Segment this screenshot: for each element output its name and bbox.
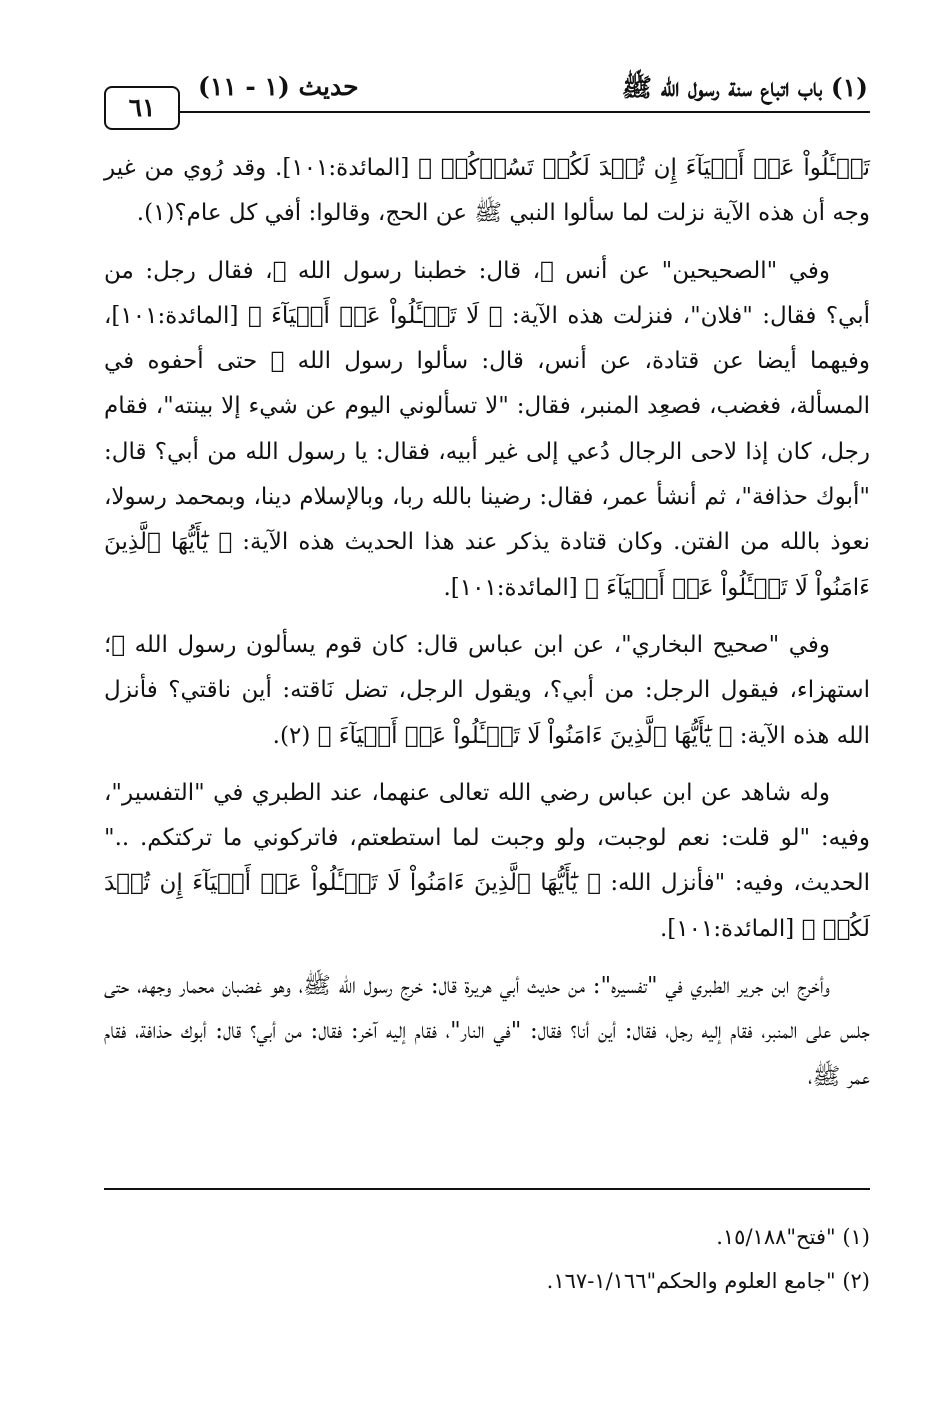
paragraph: وأخرج ابن جرير الطبري في "تفسيره": من حديث أبي هريرة قال: خرج رسول الله ﷺ، وهو غضبان محمار وجهه، حتى جلس على المنبر، فقام إليه رجل، فقال: أين أنا؟ فقال: "في النار"، فقام إليه آخر: فقال: من أبي؟ قال: أبوك حذافة، فقام عمر ﷺ، <box>104 973 870 1090</box>
footnotes <box>104 1215 870 1303</box>
paragraph-continuation: تَسۡـَٔلُواْ عَنۡ أَشۡيَآءَ إِن تُبۡدَ لَكُمۡ تَسُؤۡكُمۡ ﴾ [المائدة:١٠١]. وقد رُوي من غير وجه أن هذه الآية نزلت لما سألوا النبي ﷺ عن الحج، وقالوا: أفي كل عام؟(١). <box>104 155 870 227</box>
hadith-range: حديث (١ - ١١) <box>198 72 359 101</box>
footnote-rule <box>104 1188 870 1190</box>
body-text <box>104 146 870 1100</box>
header-rule <box>178 111 870 113</box>
footnote-1: (١) "فتح"١٥/١٨٨. <box>716 1225 870 1249</box>
page-number: ٦١ <box>104 86 180 130</box>
chapter-title: (١) باب اتباع سنة رسول الله ﷺ <box>621 73 868 102</box>
paragraph: وله شاهد عن ابن عباس رضي الله تعالى عنهما، عند الطبري في "التفسير"، وفيه: "لو قلت: نعم لوجبت، ولو وجبت لما استطعتم، فاتركوني ما تركتكم. .." الحديث، وفيه: "فأنزل الله: ﴿ يَٰٓأَيُّهَا ٱلَّذِينَ ءَامَنُواْ لَا تَسۡـَٔلُواْ عَنۡ أَشۡيَآءَ إِن تُبۡدَ لَكُمۡ ﴾ [المائدة:١٠١]. <box>104 779 870 942</box>
footnote-2: (٢) "جامع العلوم والحكم"١/١٦٦-١٦٧. <box>546 1269 870 1293</box>
paragraph: وفي "الصحيحين" عن أنس ﷺ، قال: خطبنا رسول الله ﷺ، فقال رجل: من أبي؟ فقال: "فلان"، فنزلت هذه الآية: ﴿ لَا تَسۡـَٔلُواْ عَنۡ أَشۡيَآءَ ﴾ [المائدة:١٠١]، وفيهما أيضا عن قتادة، عن أنس، قال: سألوا رسول الله ﷺ حتى أحفوه في المسألة، فغضب، فصعِد المنبر، فقال: "لا تسألوني اليوم عن شيء إلا بينته"، فقام رجل، كان إذا لاحى الرجال دُعي إلى غير أبيه، فقال: يا رسول الله من أبي؟ قال: "أبوك حذافة"، ثم أنشأ عمر، فقال: رضينا بالله ربا، وبالإسلام دينا، وبمحمد رسولا، نعوذ بالله من الفتن. وكان قتادة يذكر عند هذا الحديث هذه الآية: ﴿ يَٰٓأَيُّهَا ٱلَّذِينَ ءَامَنُواْ لَا تَسۡـَٔلُواْ عَنۡ أَشۡيَآءَ ﴾ [المائدة:١٠١]. <box>104 257 870 601</box>
paragraph: وفي "صحيح البخاري"، عن ابن عباس قال: كان قوم يسألون رسول الله ﷺ؛ استهزاء، فيقول الرجل: من أبي؟، ويقول الرجل، تضل نَاقته: أين ناقتي؟ فأنزل الله هذه الآية: ﴿ يَٰٓأَيُّهَا ٱلَّذِينَ ءَامَنُواْ لَا تَسۡـَٔلُواْ عَنۡ أَشۡيَآءَ ﴾ (٢). <box>104 631 870 749</box>
